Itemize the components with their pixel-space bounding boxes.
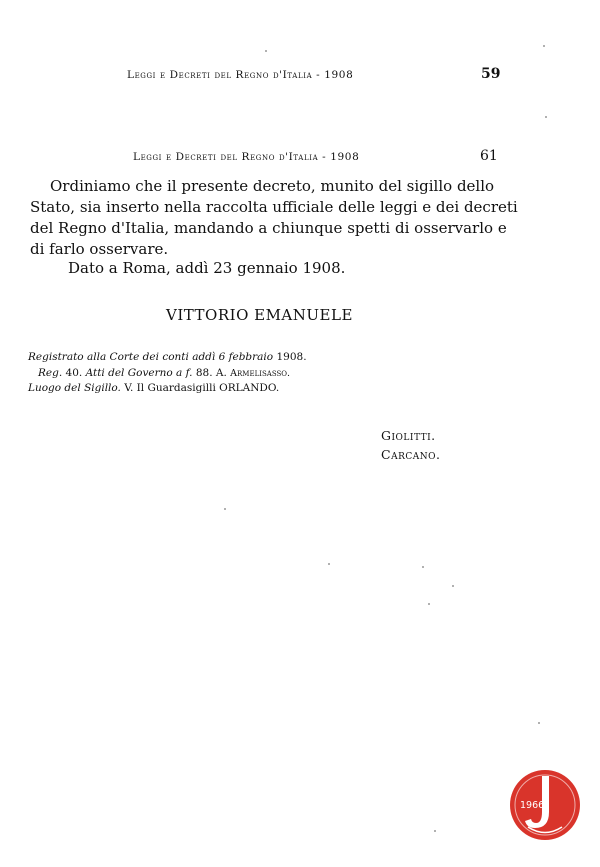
- scan-speck: [328, 563, 330, 565]
- paragraph-line: Ordiniamo che il presente decreto, munito del sigillo dello: [50, 177, 495, 195]
- reg-number: 40.: [65, 366, 83, 379]
- reg-folio: 88. A.: [195, 366, 227, 379]
- decree-paragraph: [30, 176, 518, 260]
- scan-speck: [434, 830, 436, 832]
- reg-name: Armelisasso.: [230, 367, 291, 379]
- scan-speck: [422, 566, 424, 568]
- scan-speck: [545, 116, 547, 118]
- running-header-top: [0, 66, 600, 86]
- date-line: Dato a Roma, addì 23 gennaio 1908.: [68, 259, 346, 277]
- countersign-name: Carcano.: [381, 447, 441, 462]
- seal-place: Luogo del Sigillo.: [28, 382, 121, 394]
- scan-speck: [452, 585, 454, 587]
- seal-logo-icon: [508, 768, 582, 842]
- paragraph-line: di farlo osservare.: [30, 240, 169, 258]
- scan-speck: [224, 508, 226, 510]
- keeper-of-seals: V. Il Guardasigilli ORLANDO.: [124, 382, 280, 394]
- header-title: Leggi e Decreti del Regno d'Italia - 1908: [133, 151, 360, 163]
- page-number: 61: [480, 148, 498, 164]
- page-number: 59: [481, 66, 501, 82]
- paragraph-line: del Regno d'Italia, mandando a chiunque spetti di osservarlo e: [30, 219, 507, 237]
- registration-year: 1908.: [276, 351, 307, 363]
- reg-label: Reg.: [38, 366, 63, 379]
- registration-line-3: [28, 381, 307, 397]
- scan-speck: [543, 45, 545, 47]
- reg-acts: Atti del Governo a f.: [85, 366, 193, 379]
- seal-year: 1966: [520, 800, 545, 811]
- registration-line-1: [28, 350, 307, 366]
- countersignatures: [381, 426, 440, 464]
- scan-speck: [428, 603, 430, 605]
- registration-line-2: [28, 366, 307, 382]
- countersign-name: Giolitti.: [381, 428, 436, 443]
- scan-speck: [538, 722, 540, 724]
- registration-text: Registrato alla Corte dei conti addì 6 febbraio: [28, 351, 274, 363]
- running-header-second: [0, 148, 600, 168]
- seal-logo-graphic: [508, 768, 582, 842]
- paragraph-line: Stato, sia inserto nella raccolta ufficiale delle leggi e dei decreti: [30, 198, 518, 216]
- royal-signature: VITTORIO EMANUELE: [166, 306, 353, 324]
- scan-speck: [265, 50, 267, 52]
- header-title: Leggi e Decreti del Regno d'Italia - 1908: [127, 69, 354, 81]
- registration-note: [28, 350, 307, 397]
